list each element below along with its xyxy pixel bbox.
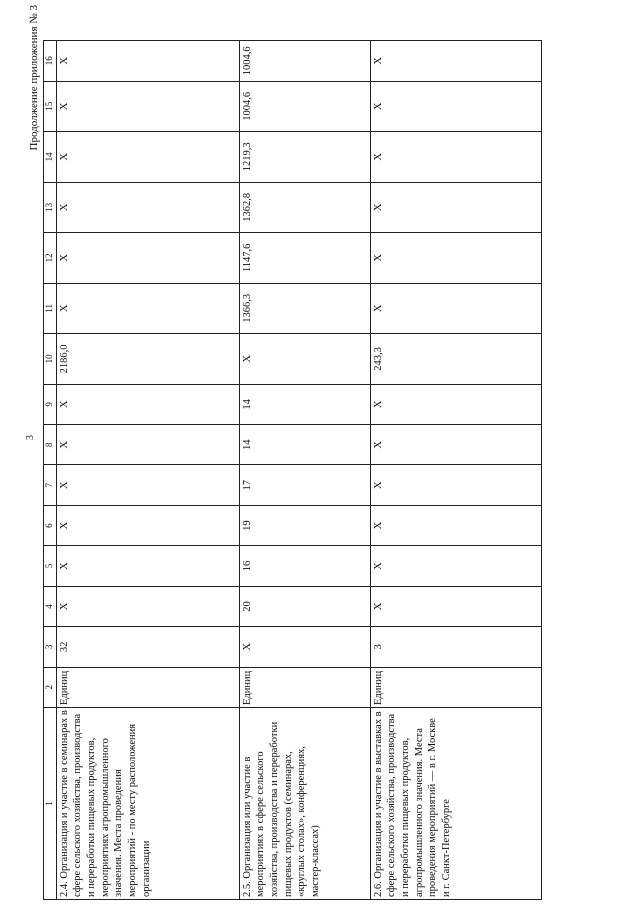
table-cell: Х xyxy=(56,465,239,505)
row-unit: Единиц xyxy=(370,667,541,707)
table-cell: 1004,6 xyxy=(239,81,370,132)
table-cell: 32 xyxy=(56,627,239,667)
table-cell: Х xyxy=(370,182,541,233)
table-cell: Х xyxy=(239,334,370,385)
column-header: 5 xyxy=(44,546,57,586)
table-cell: 1219,3 xyxy=(239,132,370,183)
column-header: 4 xyxy=(44,586,57,626)
table-cell: 14 xyxy=(239,425,370,465)
column-number-row xyxy=(44,41,57,900)
table-cell: Х xyxy=(56,233,239,284)
row-description: 2.6. Организация и участие в выставках в сфере сельского хозяйства, производства и переработки пищевых продуктов, агропромышленного значения. Места проведения мероприятий — в г. Москве и г. Санкт-Петербурге xyxy=(370,708,541,900)
table-cell: Х xyxy=(56,132,239,183)
table-cell: Х xyxy=(56,41,239,82)
continuation-caption: Продолжение приложения № 3 xyxy=(28,5,40,151)
appendix-table xyxy=(43,40,542,900)
table-cell: 243,3 xyxy=(370,334,541,385)
table-cell: Х xyxy=(370,41,541,82)
table-cell: Х xyxy=(370,505,541,545)
table-cell: Х xyxy=(239,627,370,667)
table-cell: Х xyxy=(56,546,239,586)
table-cell: Х xyxy=(56,425,239,465)
table-cell: 20 xyxy=(239,586,370,626)
table-cell: 1147,6 xyxy=(239,233,370,284)
table-cell: Х xyxy=(370,233,541,284)
table-cell: Х xyxy=(56,283,239,334)
column-header: 16 xyxy=(44,41,57,82)
column-header: 7 xyxy=(44,465,57,505)
column-header: 2 xyxy=(44,667,57,707)
table-cell: Х xyxy=(370,283,541,334)
table-cell: Х xyxy=(56,384,239,424)
column-header: 3 xyxy=(44,627,57,667)
table-cell: Х xyxy=(370,81,541,132)
table-cell: 2186,0 xyxy=(56,334,239,385)
table-cell: Х xyxy=(370,132,541,183)
table-cell: 14 xyxy=(239,384,370,424)
table-cell: 3 xyxy=(370,627,541,667)
table-cell: Х xyxy=(370,465,541,505)
row-unit: Единиц xyxy=(239,667,370,707)
row-description: 2.5. Организация или участие в мероприятиях в сфере сельского хозяйства, производства и переработки пищевых продуктов (семинарах, «круглых столах», конференциях, мастер-классах) xyxy=(239,708,370,900)
column-header: 15 xyxy=(44,81,57,132)
table-cell: Х xyxy=(370,425,541,465)
page-number: 3 xyxy=(25,435,36,440)
row-unit: Единиц xyxy=(56,667,239,707)
table-row xyxy=(370,41,541,900)
table-cell: Х xyxy=(370,586,541,626)
table-cell: 16 xyxy=(239,546,370,586)
column-header: 12 xyxy=(44,233,57,284)
column-header: 10 xyxy=(44,334,57,385)
table-cell: Х xyxy=(370,384,541,424)
table-cell: Х xyxy=(56,182,239,233)
table-cell: Х xyxy=(370,546,541,586)
table-cell: 1004,6 xyxy=(239,41,370,82)
column-header: 8 xyxy=(44,425,57,465)
table-cell: Х xyxy=(56,505,239,545)
column-header: 9 xyxy=(44,384,57,424)
table-cell: 19 xyxy=(239,505,370,545)
table-row xyxy=(56,41,239,900)
table-cell: 1362,8 xyxy=(239,182,370,233)
row-description: 2.4. Организация и участие в семинарах в сфере сельского хозяйства, производства и переработки пищевых продуктов, мероприятиях агропромышленного значения. Места проведения мероприятий - по месту расположения организации xyxy=(56,708,239,900)
column-header: 6 xyxy=(44,505,57,545)
column-header: 13 xyxy=(44,182,57,233)
column-header: 14 xyxy=(44,132,57,183)
column-header: 11 xyxy=(44,283,57,334)
column-header: 1 xyxy=(44,708,57,900)
table-cell: 1366,3 xyxy=(239,283,370,334)
table-cell: Х xyxy=(56,81,239,132)
table-cell: 17 xyxy=(239,465,370,505)
table-cell: Х xyxy=(56,586,239,626)
table-row xyxy=(239,41,370,900)
